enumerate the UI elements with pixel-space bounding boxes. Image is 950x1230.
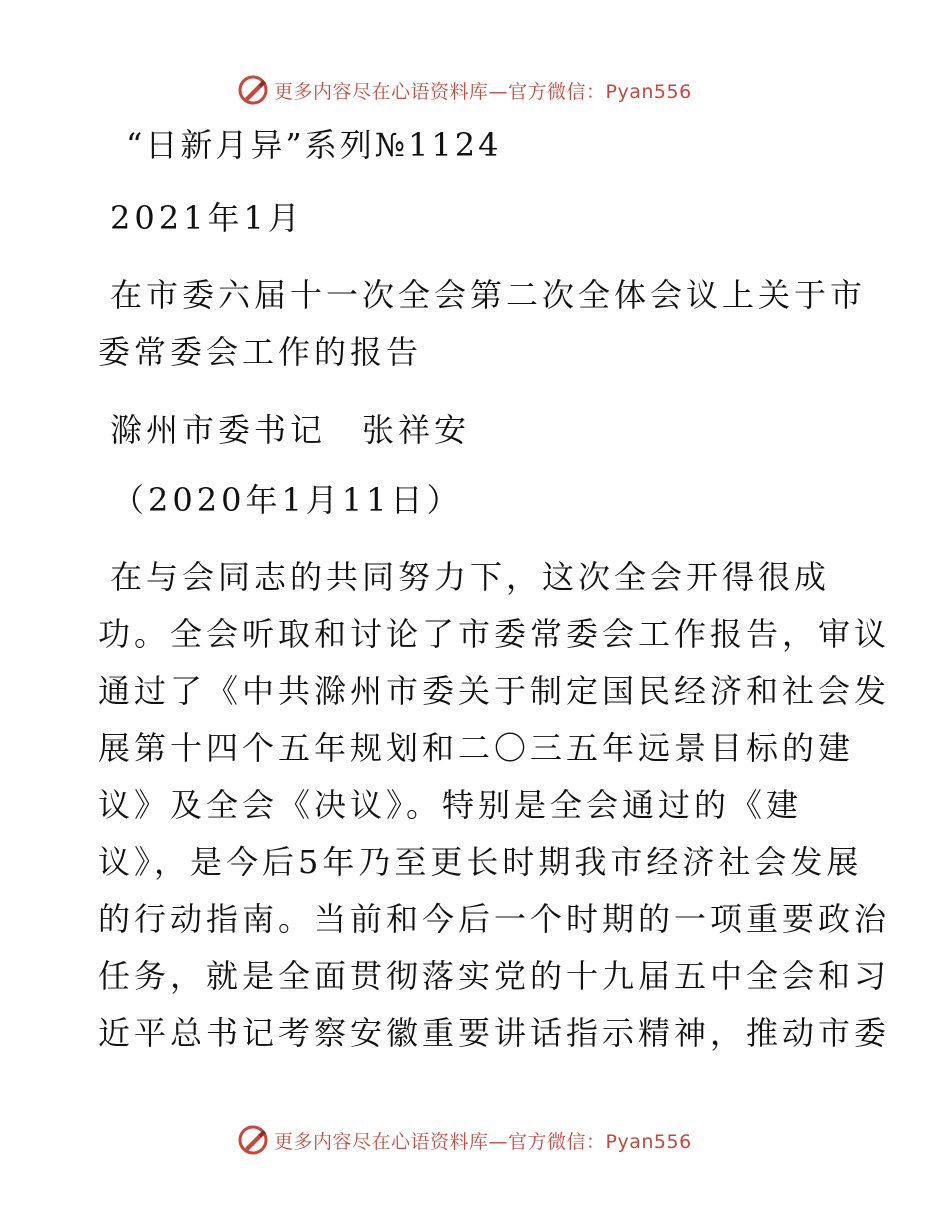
author-line: 滁州市委书记 张祥安 [110,411,471,449]
pen-logo-icon [236,1123,270,1157]
body-line: 通过了《中共滁州市委关于制定国民经济和社会发 [98,672,891,710]
series-label: “日新月异”系列№1124 [126,126,502,164]
body-line: 近平总书记考察安徽重要讲话指示精神，推动市委 [98,1014,891,1052]
pen-logo-icon [236,73,270,107]
body-line: 功。全会听取和讨论了市委常委会工作报告，审议 [98,615,891,653]
body-line: 展第十四个五年规划和二〇三五年远景目标的建 [98,729,855,767]
body-line: 的行动指南。当前和今后一个时期的一项重要政治 [98,900,891,938]
body-line: 议》及全会《决议》。特别是全会通过的《建 [98,786,803,824]
report-title-line-2: 委常委会工作的报告 [98,333,423,371]
body-line: 议》，是今后5年乃至更长时期我市经济社会发展 [98,843,863,881]
speech-date: （2020年1月11日） [112,481,463,519]
report-title-line-1: 在市委六届十一次全会第二次全体会议上关于市 [110,276,867,314]
watermark-footer [236,1122,692,1158]
body-line: 在与会同志的共同努力下，这次全会开得很成 [110,558,831,596]
watermark-header [236,72,692,108]
watermark-text: 更多内容尽在心语资料库—官方微信：Pyan556 [274,1130,692,1153]
report-date: 2021年1月 [110,199,304,237]
watermark-text: 更多内容尽在心语资料库—官方微信：Pyan556 [274,80,692,103]
body-line: 任务，就是全面贯彻落实党的十九届五中全会和习 [98,957,891,995]
